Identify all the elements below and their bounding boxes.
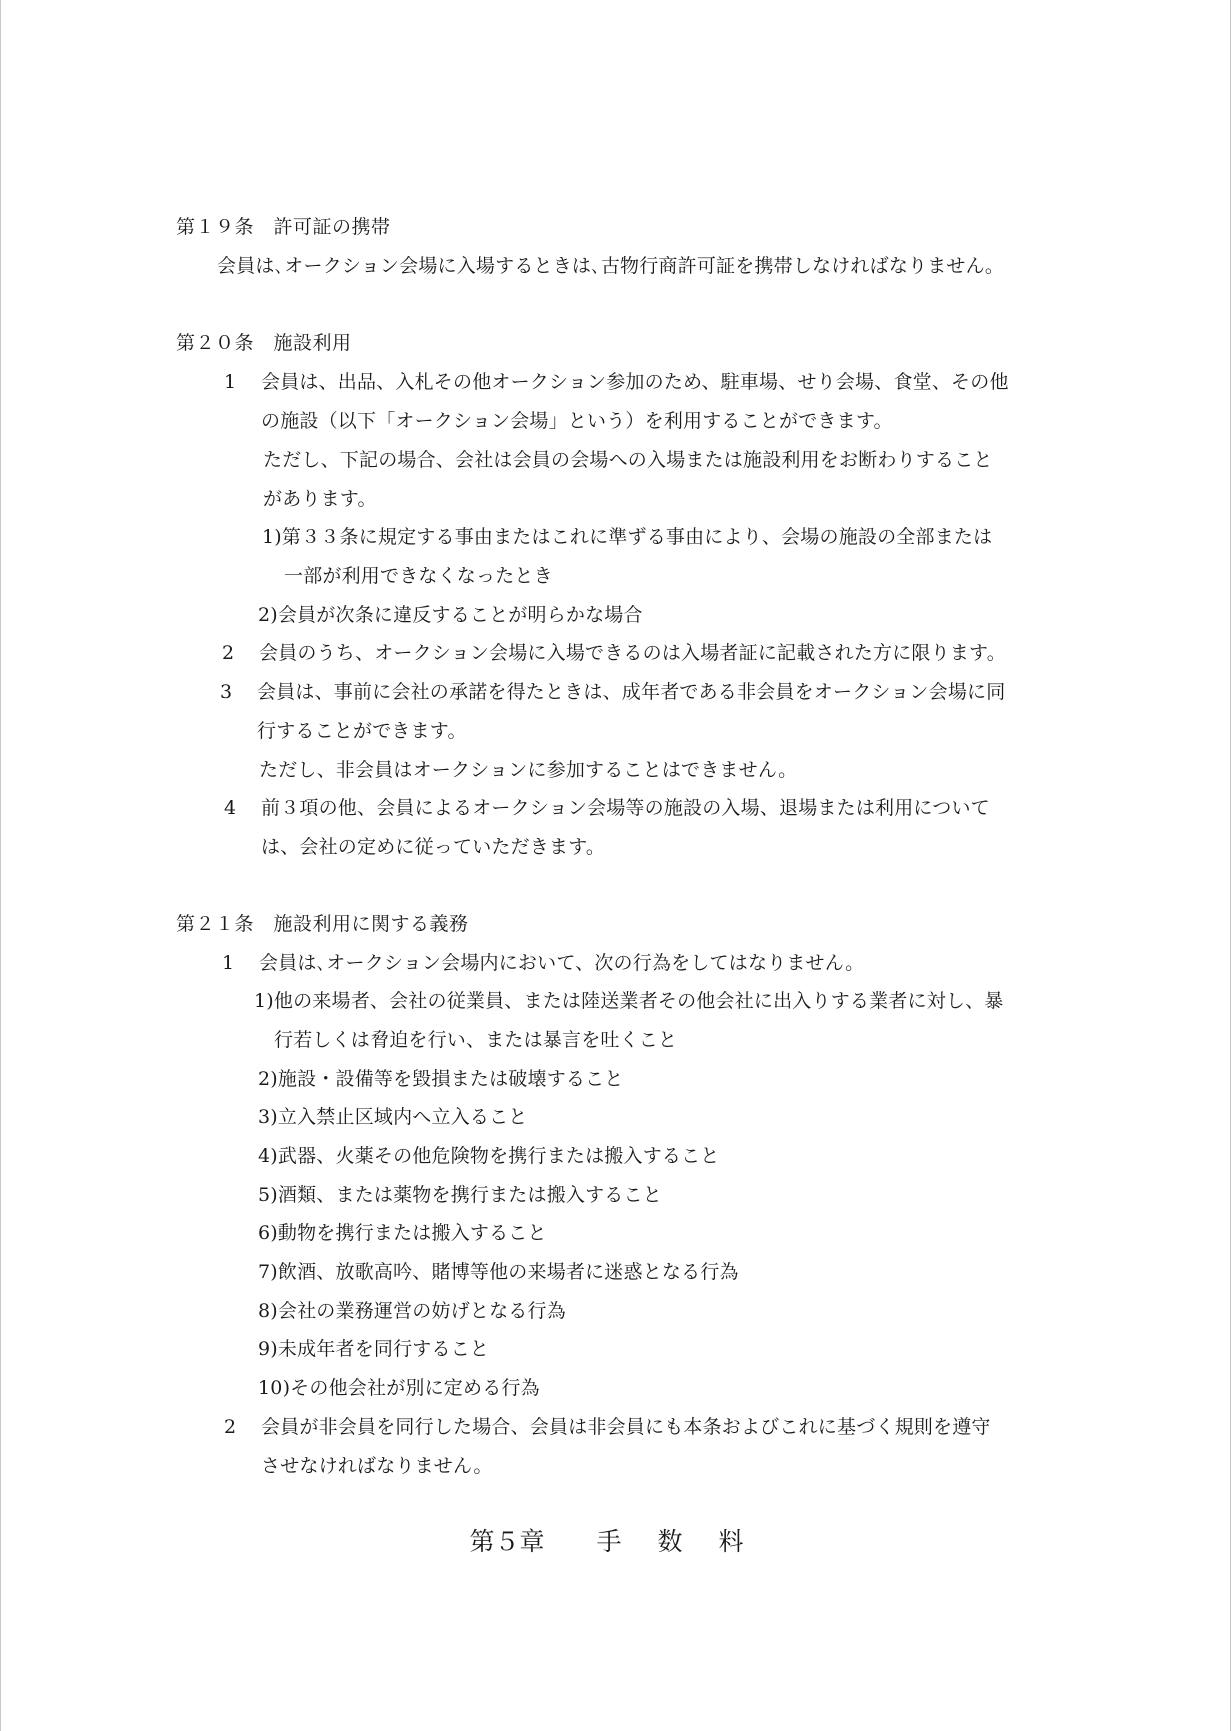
article-21-para-2-number: 2 <box>224 1416 237 1438</box>
article-21-item-7: 7)飲酒、放歌高吟、賭博等他の来場者に迷惑となる行為 <box>258 1261 739 1283</box>
article-20-para-2: 会員のうち、オークション会場に入場できるのは入場者証に記載された方に限ります。 <box>259 642 1006 664</box>
article-21-title: 第２１条 施設利用に関する義務 <box>176 913 469 935</box>
article-20-para-1-line-4: があります。 <box>263 488 377 510</box>
article-21-item-1-line-1: 1)他の来場者、会社の従業員、または陸送業者その他会社に出入りする業者に対し、暴 <box>254 990 1004 1012</box>
article-21-item-4: 4)武器、火薬その他危険物を携行または搬入すること <box>258 1145 720 1167</box>
article-20-para-3-number: 3 <box>220 681 233 703</box>
article-21-item-9: 9)未成年者を同行すること <box>258 1338 490 1360</box>
article-21-item-2: 2)施設・設備等を毀損または破壊すること <box>258 1068 624 1090</box>
article-21-item-6: 6)動物を携行または搬入すること <box>258 1222 547 1244</box>
article-21-item-8: 8)会社の業務運営の妨げとなる行為 <box>258 1300 566 1322</box>
article-20-para-1-number: 1 <box>224 371 237 393</box>
chapter-5-heading <box>0 1526 1231 1558</box>
article-20-item-1-line-2: 一部が利用できなくなったとき <box>284 565 553 587</box>
chapter-number: 第５章 <box>469 1527 545 1556</box>
article-20-para-4-line-2: は、会社の定めに従っていただきます。 <box>261 836 606 858</box>
article-20-para-2-number: 2 <box>222 642 235 664</box>
article-20-para-1-line-3: ただし、下記の場合、会社は会員の会場への入場または施設利用をお断わりすること <box>263 449 993 471</box>
article-20-para-1-line-1: 会員は、出品、入札その他オークション参加のため、駐車場、せり会場、食堂、その他 <box>261 371 1009 393</box>
article-20-para-4-line-1: 前３項の他、会員によるオークション会場等の施設の入場、退場または利用について <box>261 797 990 819</box>
article-20-para-1-line-2: の施設（以下「オークション会場」という）を利用することができます。 <box>261 410 893 432</box>
article-21-item-10: 10)その他会社が別に定める行為 <box>258 1377 540 1399</box>
chapter-title-char-1: 手 <box>596 1527 622 1556</box>
article-20-para-3-line-2: 行することができます。 <box>257 720 467 742</box>
article-21-para-2-line-1: 会員が非会員を同行した場合、会員は非会員にも本条およびこれに基づく規則を遵守 <box>261 1416 991 1438</box>
article-21-item-1-line-2: 行若しくは脅迫を行い、または暴言を吐くこと <box>274 1029 678 1051</box>
article-19-body: 会員は､オークション会場に入場するときは､古物行商許可証を携帯しなければなりません｡ <box>217 255 995 277</box>
article-20-para-3-line-3: ただし、非会員はオークションに参加することはできません。 <box>259 759 798 781</box>
article-20-para-3-line-1: 会員は、事前に会社の承諾を得たときは、成年者である非会員をオークション会場に同 <box>257 681 1006 703</box>
article-21-para-1: 会員は､オークション会場内において、次の行為をしてはなりません。 <box>259 952 865 974</box>
article-19-title: 第１９条 許可証の携帯 <box>176 216 391 238</box>
article-21-item-5: 5)酒類、または薬物を携行または搬入すること <box>258 1184 662 1206</box>
article-21-para-2-line-2: させなければなりません。 <box>261 1455 493 1477</box>
chapter-title-char-2: 数 <box>657 1527 683 1556</box>
chapter-title-char-3: 料 <box>718 1527 744 1556</box>
article-20-title: 第２０条 施設利用 <box>176 332 352 354</box>
article-21-para-1-number: 1 <box>222 952 235 974</box>
article-20-para-4-number: 4 <box>224 797 237 819</box>
article-21-item-3: 3)立入禁止区域内へ立入ること <box>258 1106 528 1128</box>
article-20-item-2: 2)会員が次条に違反することが明らかな場合 <box>258 604 643 626</box>
article-20-item-1-line-1: 1)第３３条に規定する事由またはこれに準ずる事由により、会場の施設の全部または <box>262 526 993 548</box>
